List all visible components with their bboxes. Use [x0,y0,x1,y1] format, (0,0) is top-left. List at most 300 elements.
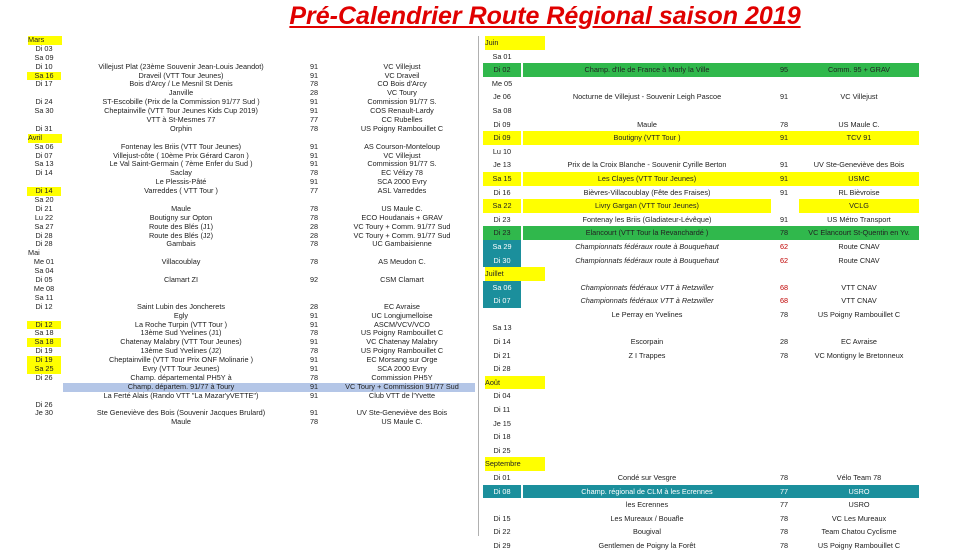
calendar-row [483,417,923,431]
department-number: 91 [309,62,319,71]
department-number: 78 [309,258,319,267]
event-date: Di 26 [35,400,53,409]
calendar-row [27,401,475,410]
event-date: Lu 10 [492,146,512,156]
event-name: Evry (VTT Tour Jeunes) [142,364,220,373]
calendar-row [483,525,923,539]
event-date: Sa 11 [34,293,54,302]
event-date: Je 15 [493,418,511,428]
calendar-row [483,512,923,526]
event-name: Clamart ZI [163,276,199,285]
month-header [27,36,475,45]
department-number: 68 [779,296,789,306]
calendar-row [27,312,475,321]
organizing-club: ASCM/VCV/VCO [374,320,430,329]
organizing-club: UC Longjumelloise [371,311,433,320]
organizing-club: Commission PH5Y [371,373,433,382]
calendar-row [27,143,475,152]
calendar-row [27,374,475,383]
event-name: Boutigny (VTT Tour ) [523,131,771,145]
event-name: Prix de la Croix Blanche - Souvenir Cyrille Berton [567,160,727,170]
organizing-club: VTT CNAV [841,296,877,306]
calendar-row [27,409,475,418]
event-date: Sa 09 [34,53,54,62]
calendar-row [483,539,923,553]
event-date: Di 12 [27,321,61,330]
calendar-row [483,172,923,186]
month-label: Juillet [485,267,545,281]
department-number: 78 [309,213,319,222]
organizing-club: US Métro Transport [827,214,891,224]
event-date: Je 13 [493,160,511,170]
event-date: Di 28 [35,231,53,240]
event-name: Fontenay les Briis (Gladiateur-Lévêque) [582,214,712,224]
organizing-club: VC Chatenay Malabry [366,338,438,347]
department-number: 78 [779,309,789,319]
month-label: Mai [28,249,40,258]
event-name: Gambais [166,240,196,249]
calendar-row [27,169,475,178]
event-date: Di 18 [493,432,511,442]
department-number: 28 [779,337,789,347]
event-date: Di 14 [35,169,53,178]
calendar-row [27,232,475,241]
department-number: 78 [309,240,319,249]
organizing-club: AS Meudon C. [378,258,426,267]
organizing-club: Commission 91/77 S. [367,98,437,107]
organizing-club: CO Bois d'Arcy [377,80,427,89]
event-name: Champ. régional de CLM à les Ecrennes [523,485,771,499]
calendar-row [27,160,475,169]
event-date: Di 10 [35,62,53,71]
organizing-club: USRO [799,485,919,499]
event-date: Sa 15 [483,172,521,186]
event-date: Di 11 [493,405,511,415]
event-date: Lu 22 [34,213,54,222]
organizing-club: Comm. 95 + GRAV [799,63,919,77]
calendar-row [27,45,475,54]
event-date: Di 07 [35,151,53,160]
calendar-row [27,98,475,107]
event-name: Janville [168,89,194,98]
organizing-club: USRO [848,500,870,510]
department-number: 77 [769,485,799,499]
department-number: 62 [779,255,789,265]
organizing-club: CSM Clamart [380,276,424,285]
organizing-club: VC Toury + Comm. 91/77 Sud [353,231,451,240]
event-name: Varreddes ( VTT Tour ) [144,187,218,196]
event-date: Sa 25 [27,365,61,374]
calendar-row [483,226,923,240]
event-name: Villacoublay [161,258,201,267]
department-number: 91 [309,391,319,400]
calendar-row [27,107,475,116]
organizing-club: EC Morsang sur Orge [366,356,438,365]
calendar-row [483,430,923,444]
event-date: Sa 04 [34,267,54,276]
event-date: Di 28 [493,364,511,374]
event-date: Di 28 [35,240,53,249]
event-name: Championnats fédéraux route à Bouquehaut [575,255,719,265]
month-label: Juin [485,36,545,50]
event-date: Sa 06 [34,142,54,151]
event-name: Ste Geneviève des Bois (Souvenir Jacques Brulard) [96,409,266,418]
organizing-club: VC Villejust [840,92,878,102]
department-number: 91 [779,214,789,224]
department-number: 78 [779,473,789,482]
organizing-club: UV Ste-Geneviève des Bois [356,409,448,418]
organizing-club: US Poigny Rambouillet C [817,309,901,319]
organizing-club: Club VTT de l'Yvette [368,391,436,400]
organizing-club: USMC [799,172,919,186]
event-date: Di 12 [35,302,53,311]
event-date: Je 30 [35,409,53,418]
department-number: 62 [779,241,789,251]
event-name: Saclay [170,169,192,178]
organizing-club: VC Toury + Comm. 91/77 Sud [353,222,451,231]
event-date: Di 05 [35,276,53,285]
calendar-right-column [483,36,923,550]
event-date: Di 21 [35,204,53,213]
event-date: Di 26 [35,373,53,382]
calendar-row [27,347,475,356]
organizing-club: Commission 91/77 S. [367,160,437,169]
calendar-row [27,223,475,232]
department-number: 78 [779,513,789,523]
event-date: Sa 22 [483,199,521,213]
event-date: Di 23 [493,214,511,224]
event-name: VTT à St-Mesmes 77 [146,116,216,125]
calendar-row [483,485,923,499]
column-divider [478,36,479,536]
department-number: 91 [309,320,319,329]
calendar-row [27,329,475,338]
calendar-row [483,349,923,363]
calendar-row [483,118,923,132]
event-name: Le Perray en Yvelines [611,309,683,319]
organizing-club: US Poigny Rambouillet C [360,347,444,356]
calendar-row [27,240,475,249]
calendar-row [27,152,475,161]
event-date: Sa 08 [492,105,512,115]
event-date: Di 25 [493,445,511,455]
organizing-club: VCLG [799,199,919,213]
department-number: 78 [779,527,789,537]
event-date: Di 21 [493,350,511,360]
department-number: 78 [309,329,319,338]
department-number: 78 [309,418,319,427]
department-number: 91 [309,107,319,116]
department-number: 91 [309,142,319,151]
department-number: 78 [309,373,319,382]
organizing-club: RL Bièvroise [838,187,880,197]
event-date: Di 14 [493,337,511,347]
event-name: Champ. d'Ile de France à Marly la Ville [523,63,771,77]
calendar-row [27,392,475,401]
event-date: Me 08 [33,284,55,293]
organizing-club: VC Toury [387,89,417,98]
month-label: Septembre [485,457,545,471]
organizing-club: EC Avraise [841,337,877,347]
department-number: 78 [779,540,789,550]
department-number: 78 [309,204,319,213]
event-name: Orphin [170,124,192,133]
calendar-row [483,63,923,77]
event-date: Sa 13 [34,160,54,169]
calendar-row [483,186,923,200]
event-date: Sa 27 [34,222,54,231]
organizing-club: Route CNAV [838,241,880,251]
calendar-row [27,303,475,312]
event-name: Cheptainville (VTT Tour Jeunes Kids Cup 2019) [104,107,258,116]
calendar-row [483,213,923,227]
event-date: Di 16 [493,187,511,197]
organizing-club: UC Gambaisienne [372,240,432,249]
organizing-club: TCV 91 [799,131,919,145]
month-header [483,36,923,50]
calendar-row [27,116,475,125]
organizing-club: ASL Varreddes [377,187,427,196]
department-number: 77 [779,500,789,510]
organizing-club: Vélo Team 78 [836,473,882,482]
department-number: 78 [769,226,799,240]
event-name: 13ème Sud Yvelines (J1) [140,329,222,338]
calendar-row [483,294,923,308]
event-date: Sa 01 [492,51,512,61]
event-date: Di 09 [483,131,521,145]
event-date: Di 22 [493,527,511,537]
calendar-row [483,444,923,458]
calendar-row [27,276,475,285]
calendar-row [483,254,923,268]
event-name: Maule [637,119,657,129]
event-date: Di 15 [493,513,511,523]
event-name: ST-Escobille (Prix de la Commission 91/77 Sud ) [102,98,260,107]
calendar-row [27,338,475,347]
department-number: 77 [309,187,319,196]
month-header [27,134,475,143]
event-name: Le Val Saint-Germain ( 7ème Enfer du Sud ) [109,160,253,169]
calendar-row [27,267,475,276]
event-date: Di 08 [483,485,521,499]
calendar-row [483,131,923,145]
department-number: 91 [309,356,319,365]
page-title: Pré-Calendrier Route Régional saison 2019 [289,2,801,30]
calendar-row [483,240,923,254]
organizing-club: EC Avraise [384,302,420,311]
event-name: Gentlemen de Poigny la Forêt [598,540,696,550]
event-name: Z I Trappes [628,350,666,360]
event-date: Di 23 [483,226,521,240]
department-number: 78 [309,80,319,89]
organizing-club: US Maule C. [381,418,423,427]
month-header [483,376,923,390]
event-name: Maule [171,418,191,427]
department-number: 91 [309,160,319,169]
event-date: Me 01 [33,258,55,267]
event-date: Di 07 [483,294,521,308]
calendar-row [483,77,923,91]
organizing-club: VC Villejust [383,151,421,160]
calendar-row [483,389,923,403]
organizing-club: VC Elancourt St-Quentin en Yv. [799,226,919,240]
organizing-club: Route CNAV [838,255,880,265]
event-name: La Ferté Alais (Rando VTT "La Mazar'yVETTE") [103,391,259,400]
calendar-row [27,321,475,330]
calendar-row [27,89,475,98]
month-header [483,457,923,471]
calendar-row [483,471,923,485]
event-name: Draveil (VTT Tour Jeunes) [138,71,224,80]
department-number: 28 [309,89,319,98]
event-date: Sa 16 [27,72,61,81]
event-date: Di 31 [35,124,53,133]
month-label: Avril [28,134,62,143]
organizing-club: CC Rubelles [381,116,423,125]
organizing-club: US Poigny Rambouillet C [360,329,444,338]
organizing-club: UV Ste-Geneviève des Bois [813,160,905,170]
month-header [483,267,923,281]
event-date: Di 17 [35,80,53,89]
department-number: 91 [309,338,319,347]
month-label: Mars [28,36,62,45]
event-name: Les Clayes (VTT Tour Jeunes) [523,172,771,186]
department-number: 91 [779,187,789,197]
organizing-club: US Maule C. [381,204,423,213]
calendar-row [27,214,475,223]
organizing-club: US Poigny Rambouillet C [360,124,444,133]
event-name: Route des Blés (J1) [148,222,214,231]
department-number: 78 [779,119,789,129]
organizing-club: COS Renault-Lardy [370,107,434,116]
department-number: 78 [309,124,319,133]
organizing-club: US Poigny Rambouillet C [817,540,901,550]
calendar-row [27,205,475,214]
calendar-row [483,104,923,118]
organizing-club: Team Chatou Cyclisme [821,527,897,537]
calendar-row [27,178,475,187]
event-name: les Ecrennes [625,500,669,510]
calendar-left-column [27,36,475,536]
calendar-row [483,90,923,104]
organizing-club: VTT CNAV [841,282,877,292]
event-date: Je 06 [493,92,511,102]
event-name: Villejust Plat (23ème Souvenir Jean-Louis Jeandot) [98,62,264,71]
event-date: Sa 18 [27,338,61,347]
event-date: Di 03 [35,44,53,53]
organizing-club: VC Les Mureaux [831,513,887,523]
event-name: Escorpain [630,337,664,347]
event-date: Di 02 [483,63,521,77]
event-name: Villejust-côte ( 10ème Prix Gérard Caron ) [113,151,249,160]
department-number: 91 [769,172,799,186]
event-date: Sa 20 [34,196,54,205]
calendar-row [483,308,923,322]
event-name: Route des Blés (J2) [148,231,214,240]
department-number: 77 [309,116,319,125]
calendar-row [483,362,923,376]
calendar-row [483,158,923,172]
event-name: Egly [173,311,189,320]
department-number: 91 [769,131,799,145]
event-date: Sa 30 [34,107,54,116]
calendar-row [483,403,923,417]
calendar-row [483,321,923,335]
event-name: Championnats fédéraux VTT à Retzwiller [580,296,714,306]
department-number: 91 [309,178,319,187]
organizing-club: ECO Houdanais + GRAV [361,213,443,222]
department-number: 28 [309,231,319,240]
event-date: Di 24 [35,98,53,107]
event-name: Fontenay les Briis (VTT Tour Jeunes) [120,142,242,151]
department-number: 91 [309,311,319,320]
department-number: 91 [309,98,319,107]
organizing-club: SCA 2000 Evry [377,178,427,187]
month-label: Août [485,376,545,390]
department-number: 91 [309,71,319,80]
calendar-row [483,498,923,512]
month-header [27,249,475,258]
event-name: La Roche Turpin (VTT Tour ) [134,320,228,329]
event-date: Sa 29 [483,240,521,254]
event-name: Maule [171,204,191,213]
department-number: 78 [779,350,789,360]
event-name: Les Mureaux / Bouafle [610,513,684,523]
event-date: Sa 18 [34,329,54,338]
event-name: Champ. départem. 91/77 à Toury [63,383,299,392]
event-date: Di 19 [27,356,61,365]
event-date: Di 30 [483,254,521,268]
event-date: Sa 06 [483,281,521,295]
event-name: Bougival [633,527,661,537]
event-date: Me 05 [491,78,513,88]
department-number: 91 [779,160,789,170]
organizing-club: VC Montigny le Bretonneux [814,350,904,360]
organizing-club: VC Villejust [383,62,421,71]
event-date: Di 14 [27,187,61,196]
event-date: Di 01 [493,473,511,482]
event-name: Nocturne de Villejust - Souvenir Leigh Pascoe [572,92,722,102]
event-date: Sa 13 [492,323,512,333]
event-name: Elancourt (VTT Tour la Revanchardé ) [523,226,771,240]
event-date: Di 29 [493,540,511,550]
organizing-club: AS Courson-Monteloup [364,142,440,151]
department-number: 28 [309,302,319,311]
calendar-row [27,72,475,81]
department-number: 91 [309,364,319,373]
calendar-row [27,418,475,427]
calendar-row [483,50,923,64]
calendar-row [27,80,475,89]
department-number: 68 [779,282,789,292]
event-name: Bièvres-Villacoublay (Fête des Fraises) [583,187,711,197]
event-name: Championnats fédéraux VTT à Retzwiller [580,282,714,292]
event-name: Condé sur Vesgre [617,473,677,482]
event-name: Le Plessis-Pâté [155,178,207,187]
event-name: Cheptainville (VTT Tour Prix ONF Molinarie ) [108,356,254,365]
calendar-row [27,196,475,205]
department-number: 91 [779,92,789,102]
department-number: 78 [309,169,319,178]
department-number: 78 [309,347,319,356]
event-date: Di 19 [35,347,53,356]
calendar-row [483,145,923,159]
event-name: 13ème Sud Yvelines (J2) [140,347,222,356]
department-number: 28 [309,222,319,231]
organizing-club: VC Toury + Commission 91/77 Sud [329,383,475,392]
event-name: Chatenay Malabry (VTT Tour Jeunes) [120,338,242,347]
event-date: Di 09 [493,119,511,129]
